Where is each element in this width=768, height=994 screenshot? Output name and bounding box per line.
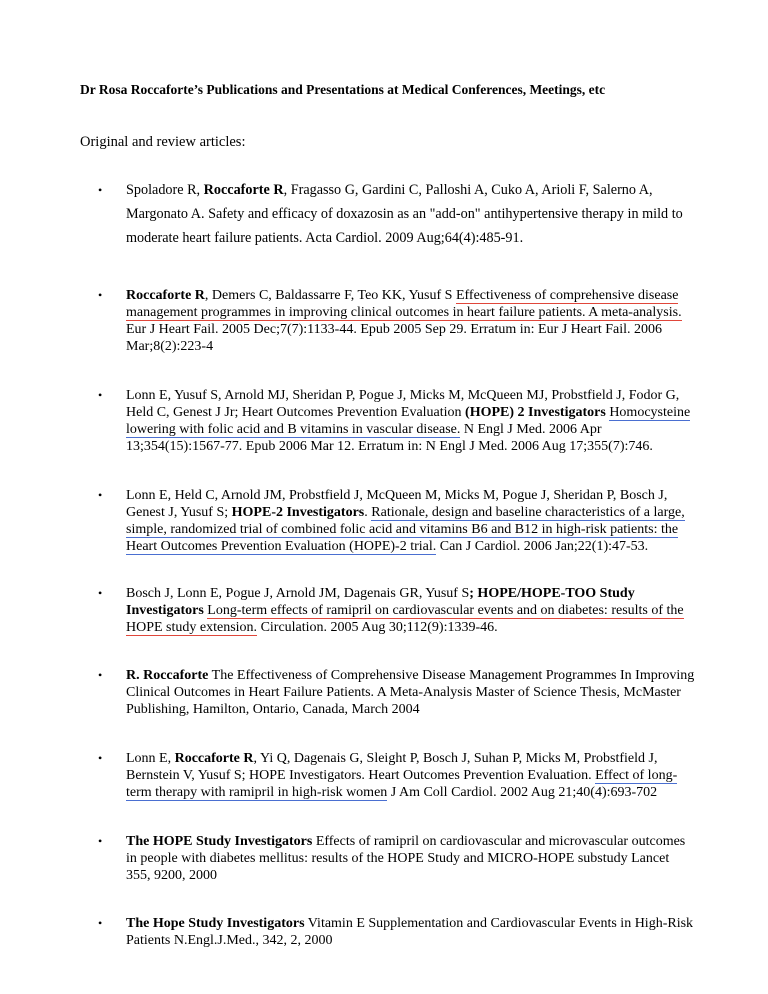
- item-text: Lonn E,: [126, 751, 175, 766]
- list-item: [98, 833, 696, 884]
- group-highlight: ; HOPE/HOPE-TOO Study Investigators: [126, 586, 635, 618]
- item-text: Circulation. 2005 Aug 30;112(9):1339-46.: [257, 620, 498, 635]
- article-title-link[interactable]: Effectiveness of comprehensive disease management programmes in improving clinical outcomes in heart failure patients. A meta-analysis.: [126, 288, 682, 320]
- bullet: •: [98, 388, 103, 402]
- section-heading: Original and review articles:: [80, 134, 246, 150]
- item-text: N Engl J Med. 2006 Apr 13;354(15):1567-77. Epub 2006 Mar 12. Erratum in: N Engl J Med. 2006 Aug 17;355(7):746.: [126, 422, 653, 454]
- item-text: Spoladore R,: [126, 182, 204, 198]
- bullet: •: [98, 751, 103, 765]
- bullet: •: [98, 668, 103, 682]
- group-highlight: The Hope Study Investigators: [126, 916, 305, 931]
- article-title-link[interactable]: Long-term effects of ramipril on cardiovascular events and on diabetes: results of the HOPE study extension.: [126, 603, 684, 635]
- item-text: Lonn E, Held C, Arnold JM, Probstfield J, McQueen M, Micks M, Pogue J, Sheridan P, Bosch J, Genest J, Yusuf S;: [126, 488, 668, 520]
- bullet: •: [98, 586, 103, 600]
- item-text: J Am Coll Cardiol. 2002 Aug 21;40(4):693-702: [387, 785, 658, 800]
- group-highlight: (HOPE) 2 Investigators: [465, 405, 606, 420]
- group-highlight: HOPE-2 Investigators: [231, 505, 365, 520]
- bullet: •: [98, 488, 103, 502]
- author-highlight: R. Roccaforte: [126, 668, 209, 683]
- item-text: Eur J Heart Fail. 2005 Dec;7(7):1133-44. Epub 2005 Sep 29. Erratum in: Eur J Heart Fail. 2006 Mar;8(2):223-4: [126, 322, 663, 354]
- list-item: [98, 387, 696, 455]
- bullet: •: [98, 834, 103, 848]
- list-item: [98, 667, 696, 718]
- item-text: Vitamin E Supplementation and Cardiovascular Events in High-Risk Patients N.Engl.J.Med., 342, 2, 2000: [126, 916, 694, 948]
- bullet: •: [98, 183, 103, 197]
- item-text: .: [364, 505, 372, 520]
- page-title: Dr Rosa Roccaforte’s Publications and Presentations at Medical Conferences, Meetings, etc: [80, 82, 606, 97]
- list-item: [98, 750, 696, 801]
- author-highlight: Roccaforte R: [203, 182, 284, 198]
- list-item: [98, 287, 696, 355]
- item-text: , Yi Q, Dagenais G, Sleight P, Bosch J, Suhan P, Micks M, Probstfield J, Bernstein V, Yusuf S; HOPE Investigators. Heart Outcomes Prevention Evaluation.: [126, 751, 658, 783]
- list-item: [98, 915, 696, 949]
- item-text: Bosch J, Lonn E, Pogue J, Arnold JM, Dagenais GR, Yusuf S: [126, 586, 470, 601]
- group-highlight: The HOPE Study Investigators: [126, 834, 313, 849]
- article-title-link[interactable]: Effect of long-term therapy with ramipril in high-risk women: [126, 768, 678, 800]
- list-item: [98, 178, 696, 250]
- item-text: Effects of ramipril on cardiovascular and microvascular outcomes in people with diabetes mellitus: results of the HOPE Study and MICRO-HOPE substudy Lancet 355, 9200, 2000: [126, 834, 686, 883]
- author-highlight: Roccaforte R: [126, 288, 205, 303]
- item-text: Can J Cardiol. 2006 Jan;22(1):47-53.: [436, 539, 649, 554]
- bullet: •: [98, 916, 103, 930]
- item-text: , Demers C, Baldassarre F, Teo KK, Yusuf S: [204, 288, 456, 303]
- author-highlight: Roccaforte R: [174, 751, 254, 766]
- article-title-link[interactable]: Homocysteine lowering with folic acid and B vitamins in vascular disease.: [126, 405, 691, 437]
- list-item: [98, 487, 696, 555]
- bullet: •: [98, 288, 103, 302]
- item-text: , Fragasso G, Gardini C, Palloshi A, Cuko A, Arioli F, Salerno A, Margonato A. Safety and efficacy of doxazosin as an "add-on" antihypertensive therapy in mild to moderate heart failure patients. Acta Cardiol. 2009 Aug;64(4):485-91.: [126, 182, 683, 246]
- list-item: [98, 585, 696, 636]
- item-text: Lonn E, Yusuf S, Arnold MJ, Sheridan P, Pogue J, Micks M, McQueen MJ, Probstfield J, Fodor G, Held C, Genest J Jr; Heart Outcomes Prevention Evaluation: [126, 388, 680, 420]
- article-title-link[interactable]: Rationale, design and baseline characteristics of a large, simple, randomized trial of combined folic acid and vitamins B6 and B12 in high-risk patients: the Heart Outcomes Prevention Evaluation (HOPE)-2 trial.: [126, 505, 685, 554]
- item-text: The Effectiveness of Comprehensive Disease Management Programmes In Improving Clinical Outcomes in Heart Failure Patients. A Meta-Analysis Master of Science Thesis, McMaster Publishing, Hamilton, Ontario, Canada, March 2004: [126, 668, 695, 717]
